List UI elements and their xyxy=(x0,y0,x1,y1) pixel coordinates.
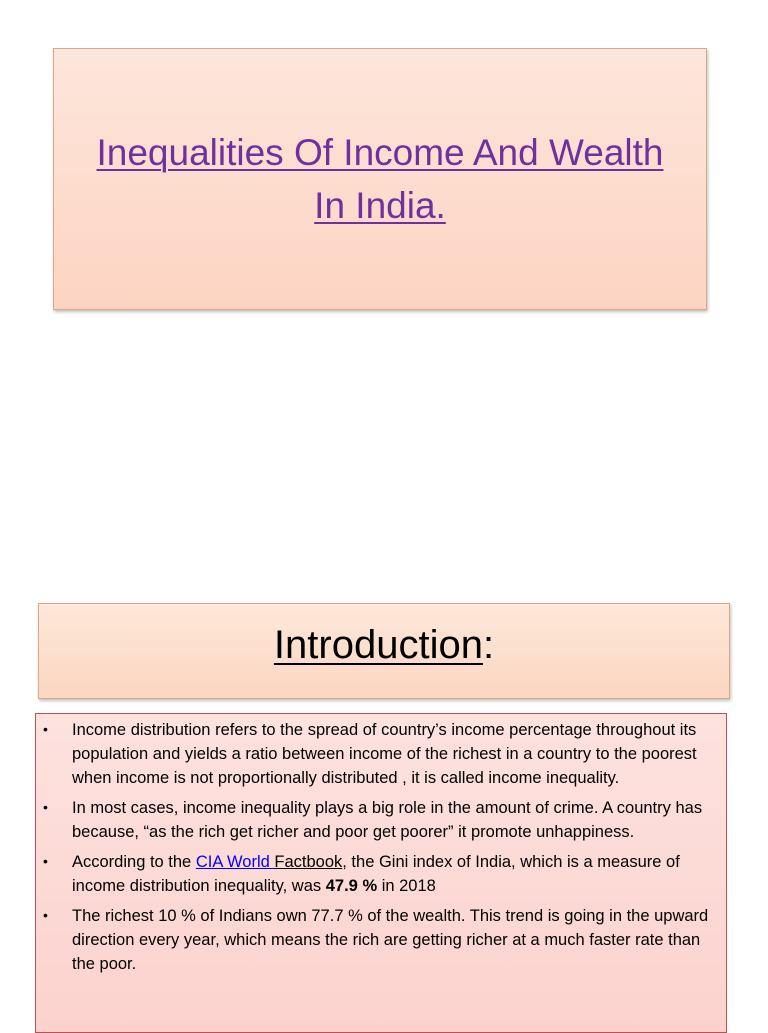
bullet-item-3 xyxy=(43,850,714,898)
gini-value: 47.9 % xyxy=(325,877,378,895)
slide-title[interactable]: Inequalities Of Income And Wealth In India. xyxy=(96,132,664,226)
bullet-text-3-mid: , the Gini index of India, which is a measure of income distribution inequality, was xyxy=(72,853,680,895)
intro-heading-text: Introduction xyxy=(273,622,483,667)
intro-heading-colon: : xyxy=(482,622,495,667)
intro-heading xyxy=(274,623,494,668)
bullet-text-2: In most cases, income inequality plays a big role in the amount of crime. A country has because, “as the rich get richer and poor get poorer” it promote unhappiness. xyxy=(72,799,703,841)
bullet-text-3-pre: According to the xyxy=(72,853,196,871)
content-box xyxy=(35,713,727,1033)
bullet-dot-icon: • xyxy=(43,721,48,737)
bullet-dot-icon: • xyxy=(43,853,48,869)
intro-heading-box xyxy=(38,603,730,699)
factbook-link[interactable]: Factbook xyxy=(274,853,343,871)
title-slide xyxy=(53,48,707,310)
bullet-item-2 xyxy=(43,796,714,844)
bullet-item-1 xyxy=(43,718,714,790)
bullet-text-1: Income distribution refers to the spread of country’s income percentage throughout its population and yields a ratio between income of the richest in a country to the poorest when income is not proportionally distributed , it is called income inequality. xyxy=(72,721,697,787)
bullet-dot-icon: • xyxy=(43,907,48,923)
cia-world-link[interactable]: CIA World xyxy=(195,853,275,871)
bullet-text-4: The richest 10 % of Indians own 77.7 % of the wealth. This trend is going in the upward direction every year, which means the rich are getting richer at a much faster rate than the poor. xyxy=(72,907,709,973)
bullet-list xyxy=(36,714,726,976)
bullet-item-4 xyxy=(43,904,714,976)
bullet-dot-icon: • xyxy=(43,799,48,815)
bullet-text-3-post: in 2018 xyxy=(377,877,436,895)
